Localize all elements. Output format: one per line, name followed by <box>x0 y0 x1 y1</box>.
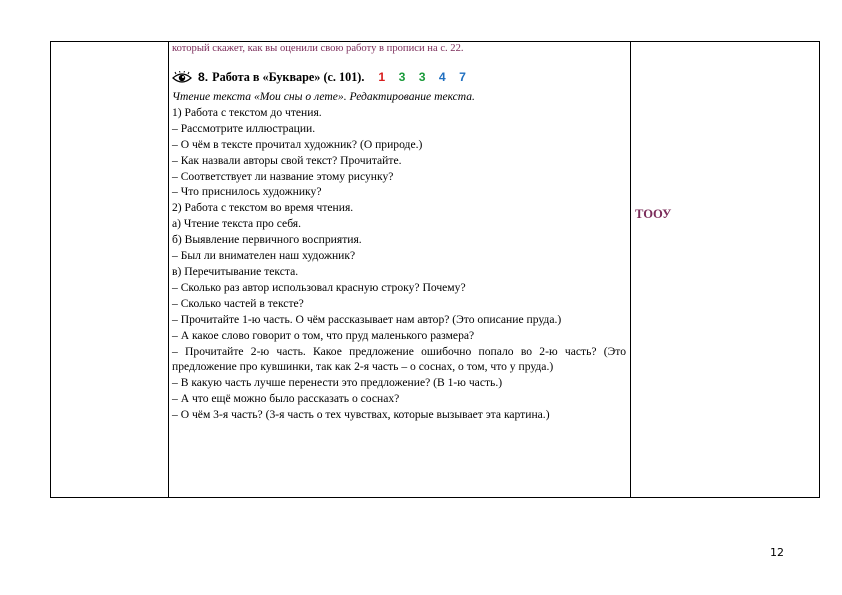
text-line: 1) Работа с текстом до чтения. <box>172 105 322 119</box>
text-line: – А какое слово говорит о том, что пруд маленького размера? <box>172 328 475 342</box>
task-digit: 3 <box>398 70 406 85</box>
task-title: Работа в «Букваре» (с. 101). <box>212 70 365 85</box>
task-number: 8. <box>198 70 209 85</box>
side-label: ТООУ <box>635 207 672 221</box>
text-line: – Был ли внимателен наш художник? <box>172 249 356 263</box>
text-line: 2) Работа с текстом во время чтения. <box>172 201 354 215</box>
lesson-content-cell <box>172 41 626 423</box>
text-line: – Сколько частей в тексте? <box>172 296 304 310</box>
text-paragraph: – Прочитайте 2-ю часть. Какое предложение ошибочно попало во 2-ю часть? (Это предложение про кувшинки, так как 2-я часть – о соснах, о том, что у пруда.) <box>172 344 626 374</box>
text-line: – В какую часть лучше перенести это предложение? (В 1-ю часть.) <box>172 376 503 390</box>
text-line: – Как назвали авторы свой текст? Прочитайте. <box>172 153 402 167</box>
page-number: 12 <box>770 546 784 559</box>
top-note: который скажет, как вы оценили свою работу в прописи на с. 22. <box>172 43 464 54</box>
task-digits <box>378 70 475 86</box>
text-paragraph: – Прочитайте 1-ю часть. О чём рассказывает нам автор? (Это описание пруда.) <box>172 312 562 326</box>
column-divider-left <box>168 42 169 497</box>
text-line: – Рассмотрите иллюстрации. <box>172 121 316 135</box>
text-line: в) Перечитывание текста. <box>172 264 299 278</box>
task-digit: 4 <box>438 70 446 85</box>
text-line: – А что ещё можно было рассказать о соснах? <box>172 392 400 406</box>
text-paragraph: – О чём 3-я часть? (3-я часть о тех чувствах, которые вызывает эта картина.) <box>172 408 550 422</box>
task-heading <box>172 69 626 87</box>
task-subtitle: Чтение текста «Мои сны о лете». Редактирование текста. <box>172 90 475 103</box>
eye-icon <box>172 71 192 85</box>
task-digit: 1 <box>378 70 386 85</box>
text-line: б) Выявление первичного восприятия. <box>172 233 362 247</box>
column-divider-right <box>630 42 631 497</box>
text-line: – Сколько раз автор использовал красную строку? Почему? <box>172 280 466 294</box>
text-line: – Что приснилось художнику? <box>172 185 322 199</box>
text-line: – Соответствует ли название этому рисунку? <box>172 169 394 183</box>
text-line: – О чём в тексте прочитал художник? (О природе.) <box>172 137 423 151</box>
task-digit: 7 <box>459 70 466 85</box>
task-digit: 3 <box>418 70 426 85</box>
text-line: а) Чтение текста про себя. <box>172 217 302 231</box>
